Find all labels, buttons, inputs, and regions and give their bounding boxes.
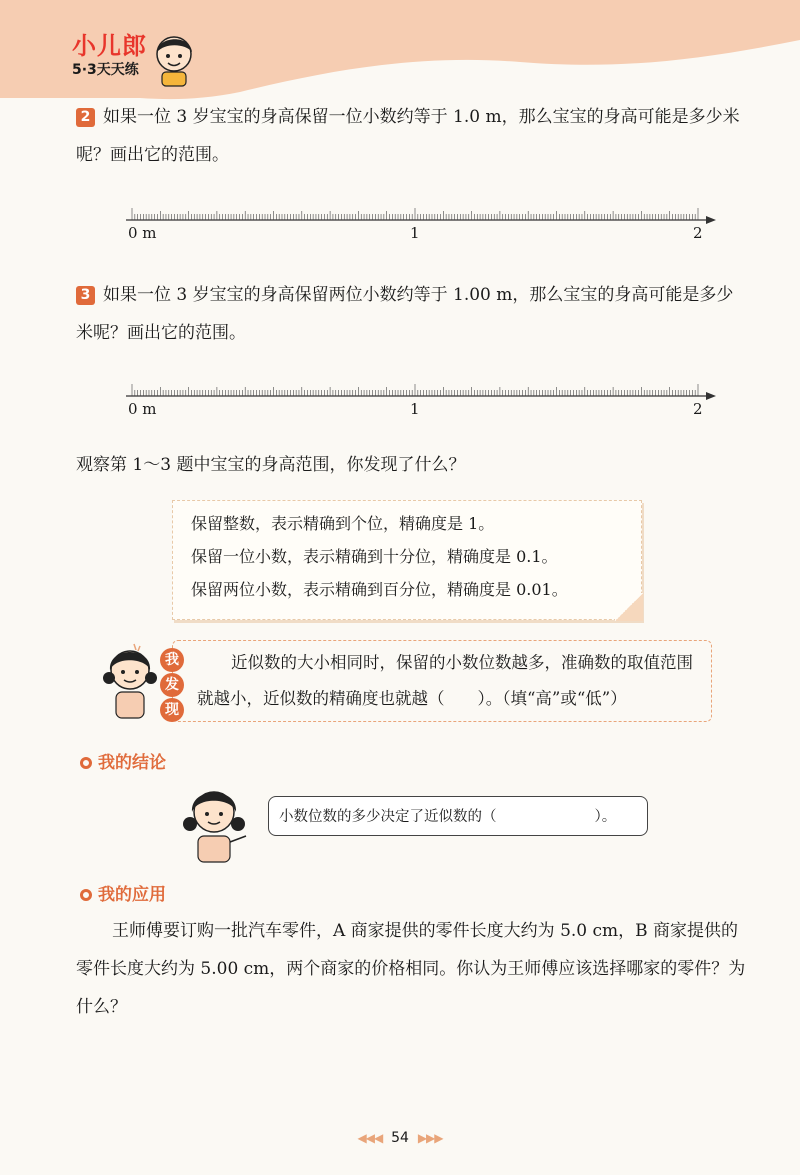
application-text: 王师傅要订购一批汽车零件，A 商家提供的零件长度大约为 5.0 cm，B 商家提供的零件长度大约为 5.00 cm，两个商家的价格相同。你认为王师傅应该选择哪家的零件？为什么？ [76, 921, 746, 1017]
note-line: 保留整数，表示精确到个位，精确度是 1。 [191, 514, 495, 533]
speech-bubble [268, 796, 648, 836]
question-number-badge: 3 [76, 286, 95, 305]
section-application [80, 880, 166, 905]
boy-mascot-icon [152, 32, 196, 88]
question-2-text: 如果一位 3 岁宝宝的身高保留一位小数约等于 1.0 m，那么宝宝的身高可能是多少米呢？画出它的范围。 [76, 107, 740, 165]
badge-char: 发 [160, 673, 184, 697]
bubble-text-after: ）。 [594, 809, 617, 825]
question-3-text: 如果一位 3 岁宝宝的身高保留两位小数约等于 1.00 m，那么宝宝的身高可能是多少米呢？画出它的范围。 [76, 285, 734, 343]
note-line: 保留一位小数，表示精确到十分位，精确度是 0.1。 [191, 547, 558, 566]
notes-card [172, 500, 642, 620]
badge-char: 我 [160, 648, 184, 672]
note-line: 保留两位小数，表示精确到百分位，精确度是 0.01。 [191, 580, 568, 599]
ruler-end-label: 2 [693, 400, 703, 418]
badge-char: 现 [160, 698, 184, 722]
section-title: 我的结论 [98, 753, 166, 773]
question-2 [76, 98, 746, 174]
question-number-badge: 2 [76, 108, 95, 127]
ruler-end-label: 2 [693, 224, 703, 242]
next-arrows-icon: ▶▶▶ [417, 1131, 443, 1145]
observe-prompt: 观察第 1～3 题中宝宝的身高范围，你发现了什么？ [76, 455, 466, 475]
discover-box [172, 640, 712, 722]
page-footer [0, 1130, 800, 1146]
discover-badge [160, 648, 186, 723]
brand-logo [72, 26, 147, 79]
ruler-ticks [120, 380, 720, 404]
girl-mascot-icon [180, 780, 250, 866]
section-marker-icon [80, 889, 92, 901]
ruler-mid-label: 1 [410, 224, 420, 242]
question-3 [76, 276, 746, 352]
logo-title: 小儿郎 [72, 32, 147, 60]
page-fold-icon [615, 593, 643, 621]
girl-mascot-icon [100, 640, 162, 722]
ruler-mid-label: 1 [410, 400, 420, 418]
section-marker-icon [80, 757, 92, 769]
prev-arrows-icon: ◀◀◀ [357, 1131, 383, 1145]
ruler-ticks [120, 204, 720, 228]
bubble-text-before: 小数位数的多少决定了近似数的（ [279, 809, 497, 825]
section-conclusion [80, 748, 166, 773]
page-number: 54 [391, 1130, 409, 1146]
logo-subtitle: 5·3天天练 [72, 62, 139, 78]
ruler-start-label: 0 m [128, 400, 157, 418]
discover-text: 近似数的大小相同时，保留的小数位数越多，准确数的取值范围就越小，近似数的精确度也就越（ ）。（填“高”或“低”） [197, 653, 693, 708]
number-line-ruler-q2[interactable] [120, 204, 720, 244]
ruler-start-label: 0 m [128, 224, 157, 242]
number-line-ruler-q3[interactable] [120, 380, 720, 420]
bubble-text [279, 805, 616, 826]
section-title: 我的应用 [98, 885, 166, 905]
